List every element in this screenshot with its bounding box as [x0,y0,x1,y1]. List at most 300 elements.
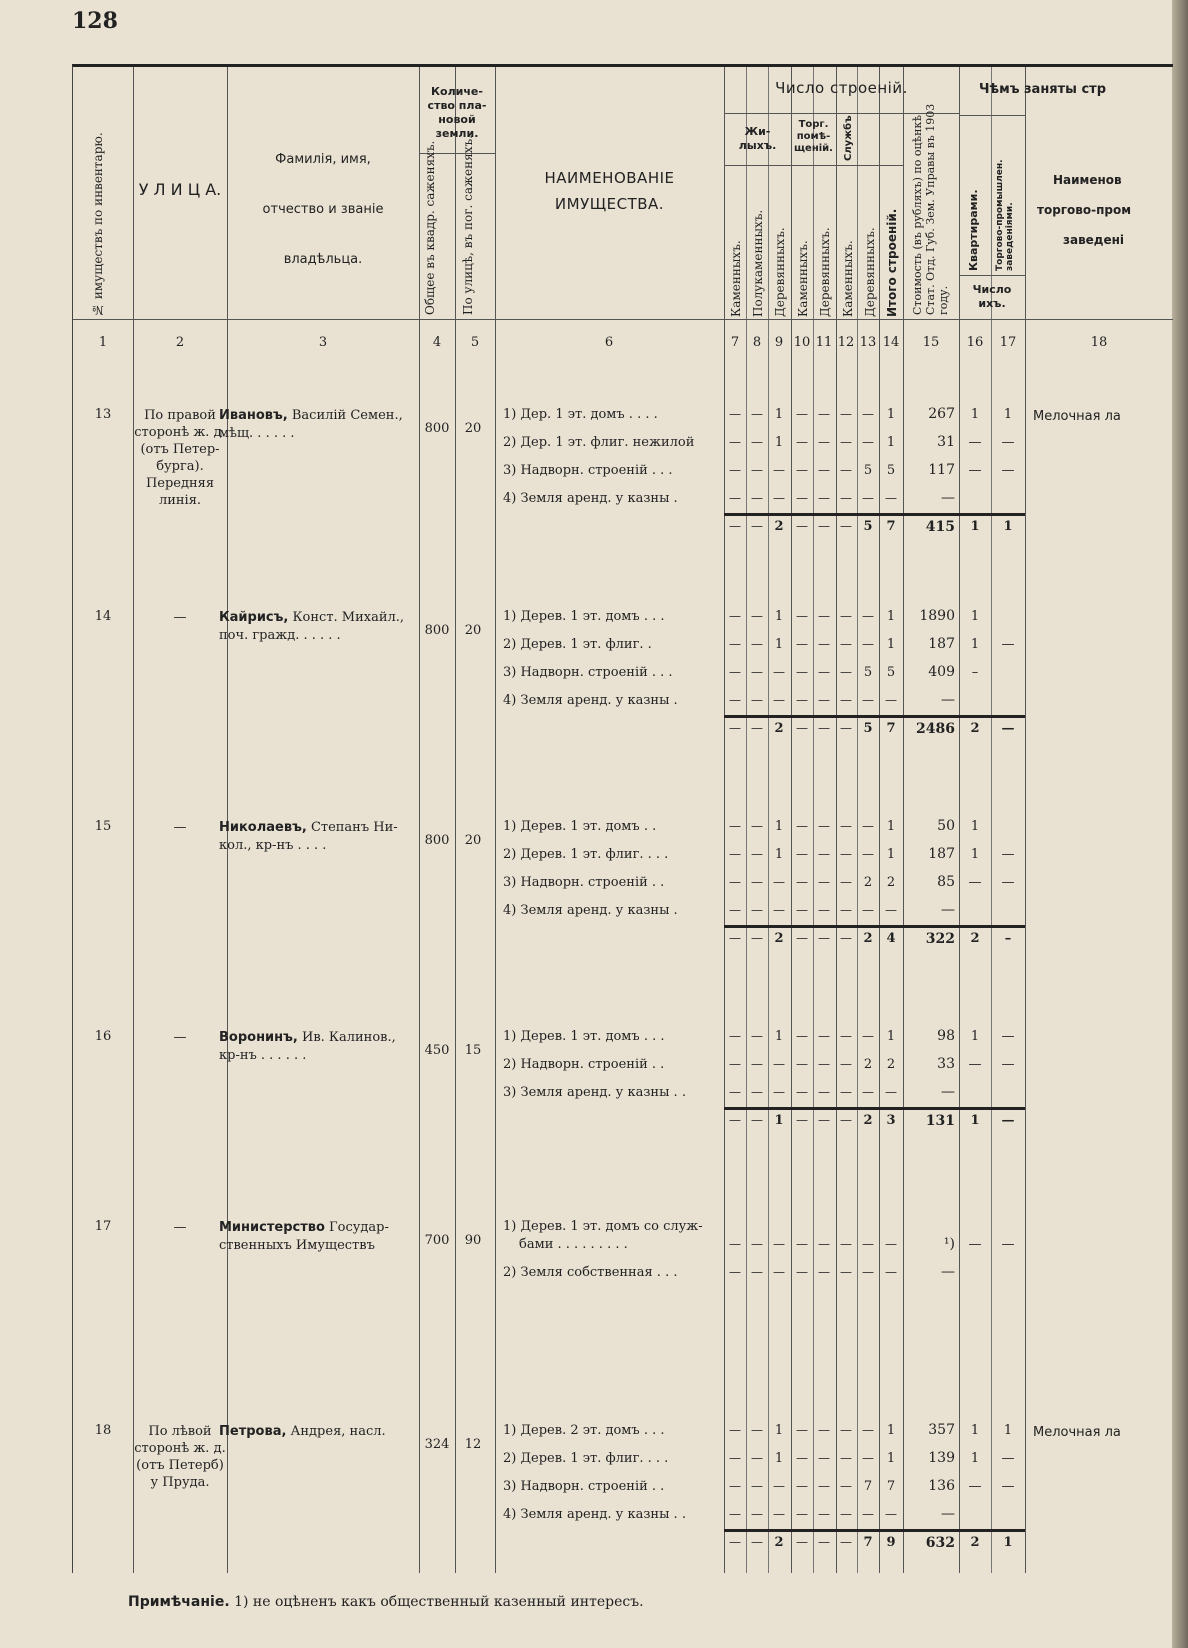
empty-cell-dash: — [840,1237,852,1251]
street-line: — [173,610,187,625]
building-count: 1 [886,407,896,422]
empty-cell-dash: — [729,819,741,833]
empty-cell-dash: — [818,407,830,421]
empty-cell-dash: — [862,1029,874,1043]
empty-cell-dash: — [729,693,741,707]
total-count: 2 [774,1535,784,1550]
owner-detail: ственныхъ Имуществъ [219,1238,375,1253]
empty-cell-dash: — [729,435,741,449]
property-item: 2) Дер. 1 эт. флиг. нежилой [503,435,695,450]
building-count: 1 [886,847,896,862]
header-trade-est: Торгово-промышлен. заведеніями. [995,159,1015,271]
empty-cell-dash: — [818,1113,830,1127]
empty-cell-dash: — [729,1423,741,1437]
empty-cell-dash: — [796,519,808,533]
empty-cell-dash: — [796,1535,808,1549]
street-line: (отъ Петер- [140,442,220,457]
trade-est-count: 1 [1003,1423,1013,1438]
street-line: бурга). [156,459,204,474]
column-number: 4 [432,335,442,350]
empty-cell-dash: — [818,847,830,861]
owner-name [219,1029,419,1065]
empty-cell-dash: — [818,931,830,945]
apartments-count: — [968,1237,982,1252]
page-edge [1172,0,1188,1648]
building-count: 5 [863,665,873,680]
empty-cell-dash: — [840,847,852,861]
street-line: сторонѣ ж. д. [134,425,226,440]
owner-name [219,1423,419,1441]
land-street: 20 [464,421,482,436]
header-value: Стоимость (въ рубляхъ) по оцѣнкѣ Стат. Отд. Губ. Зем. Управы въ 1903 году. [911,103,950,315]
empty-cell-dash: — [729,1113,741,1127]
empty-cell-dash: — [796,847,808,861]
empty-cell-dash: — [773,491,785,505]
empty-cell-dash: — [729,1507,741,1521]
header-property [495,165,724,217]
land-street: 15 [464,1043,482,1058]
header-total-buildings: Итого строеній. [885,208,899,317]
empty-cell-dash: — [818,903,830,917]
empty-cell-dash: — [818,721,830,735]
empty-cell-dash: — [818,491,830,505]
property-value: — [941,490,955,506]
column-number: 9 [774,335,784,350]
record-number: 13 [94,407,112,422]
total-rule [724,1107,1025,1110]
empty-cell-dash: — [729,1237,741,1251]
empty-cell-dash: — [796,1479,808,1493]
empty-cell-dash: — [840,819,852,833]
property-item: 2) Дерев. 1 эт. флиг. . [503,637,652,652]
total-trade-est: 1 [1003,519,1013,534]
empty-cell-dash: — [862,1451,874,1465]
header-half-stone: Полукаменныхъ. [751,209,765,317]
empty-cell-dash: — [885,491,897,505]
footnote [128,1594,644,1610]
empty-cell-dash: — [729,721,741,735]
col-rule [419,67,420,1573]
empty-cell-dash: — [818,519,830,533]
property-value: — [941,902,955,918]
empty-cell-dash: — [840,1535,852,1549]
apartments-count: — [968,1057,982,1072]
land-total: 324 [424,1437,450,1452]
header-rule [724,165,903,166]
property-item: 4) Земля аренд. у казны . [503,491,678,506]
property-item-cont: бами . . . . . . . . . [519,1237,628,1252]
property-item: 1) Дерев. 1 эт. домъ . . . [503,1029,665,1044]
total-value: 131 [925,1113,955,1129]
header-trade-name [1033,165,1173,255]
header-street: У Л И Ц А. [138,180,222,199]
empty-cell-dash: — [796,609,808,623]
building-count: 2 [863,1057,873,1072]
empty-cell-dash: — [818,1265,830,1279]
col-rule [1025,67,1026,1573]
trade-est-count: — [1001,435,1015,450]
building-count: 1 [886,1029,896,1044]
total-count: 7 [886,721,896,736]
column-number: 1 [98,335,108,350]
total-trade-est: – [1004,931,1012,946]
total-count: 5 [863,721,873,736]
total-value: 2486 [916,721,955,737]
empty-cell-dash: — [862,693,874,707]
property-value: 267 [928,406,955,422]
total-value: 415 [925,519,955,535]
empty-cell-dash: — [773,875,785,889]
empty-cell-dash: — [796,903,808,917]
empty-cell-dash: — [751,1507,763,1521]
property-item: 1) Дерев. 2 эт. домъ . . . [503,1423,665,1438]
empty-cell-dash: — [840,875,852,889]
empty-cell-dash: — [840,1085,852,1099]
street-line: — [173,1220,187,1235]
property-item: 2) Надворн. строеній . . [503,1057,665,1072]
total-count: 2 [863,1113,873,1128]
header-land-line: Количе- [431,85,483,98]
header-occupied: Чѣмъ заняты стр [979,82,1107,97]
empty-cell-dash: — [840,1029,852,1043]
property-value: 85 [937,874,955,890]
apartments-count: 1 [970,1451,980,1466]
property-value: 187 [928,636,955,652]
header-apartments: Квартирами. [967,189,980,271]
empty-cell-dash: — [796,819,808,833]
land-total: 800 [424,421,450,436]
empty-cell-dash: — [840,491,852,505]
empty-cell-dash: — [818,1507,830,1521]
apartments-count: 1 [970,637,980,652]
empty-cell-dash: — [751,1057,763,1071]
inventory-table [72,64,1173,1573]
header-property-line: ИМУЩЕСТВА. [554,195,665,213]
total-rule [724,513,1025,516]
empty-cell-dash: — [840,665,852,679]
empty-cell-dash: — [862,435,874,449]
property-value: 409 [928,664,955,680]
empty-cell-dash: — [729,903,741,917]
land-street: 20 [464,623,482,638]
empty-cell-dash: — [751,1423,763,1437]
land-total: 700 [424,1233,450,1248]
owner-surname: Ивановъ, [219,408,288,423]
column-number: 15 [922,335,940,350]
street-line: — [173,820,187,835]
property-item: 1) Дерев. 1 эт. домъ . . [503,819,657,834]
apartments-count: 1 [970,407,980,422]
empty-cell-dash: — [840,407,852,421]
empty-cell-dash: — [751,435,763,449]
column-number: 12 [837,335,855,350]
building-count: 2 [863,875,873,890]
building-count: 7 [863,1479,873,1494]
property-value: 1890 [919,608,955,624]
owner-detail: Василій Семен., [291,408,403,423]
empty-cell-dash: — [751,1265,763,1279]
owner-surname: Кайрисъ, [219,610,289,625]
empty-cell-dash: — [862,1085,874,1099]
empty-cell-dash: — [818,609,830,623]
header-trade-name-line: торгово-пром [1037,203,1132,217]
total-count: 7 [886,519,896,534]
empty-cell-dash: — [818,637,830,651]
empty-cell-dash: — [840,1265,852,1279]
apartments-count: — [968,463,982,478]
total-rule [724,715,1025,718]
footnote-text: 1) не оцѣненъ какъ общественный казенный интересъ. [234,1594,644,1610]
owner-name [219,819,419,855]
empty-cell-dash: — [751,1113,763,1127]
empty-cell-dash: — [729,407,741,421]
empty-cell-dash: — [751,1237,763,1251]
header-land-qty [419,85,495,141]
header-land-line: ство пла- [427,99,487,112]
empty-cell-dash: — [773,1479,785,1493]
total-apartments: 2 [970,721,980,736]
owner-surname: Петрова, [219,1424,287,1439]
empty-cell-dash: — [796,1507,808,1521]
total-count: 3 [886,1113,896,1128]
record-number: 18 [94,1423,112,1438]
empty-cell-dash: — [818,1535,830,1549]
empty-cell-dash: — [818,1451,830,1465]
empty-cell-dash: — [862,1507,874,1521]
land-street: 12 [464,1437,482,1452]
empty-cell-dash: — [751,609,763,623]
empty-cell-dash: — [729,1265,741,1279]
empty-cell-dash: — [840,637,852,651]
empty-cell-dash: — [751,665,763,679]
empty-cell-dash: — [796,637,808,651]
empty-cell-dash: — [729,931,741,945]
trade-est-count: 1 [1003,407,1013,422]
apartments-count: — [968,435,982,450]
header-owner-line: отчество и званіе [262,202,384,217]
empty-cell-dash: — [729,1057,741,1071]
street-line: (отъ Петерб) [136,1458,224,1473]
column-number: 16 [966,335,984,350]
column-number: 2 [175,335,185,350]
header-trade-line: щеній. [794,143,833,154]
street-line: По правой [144,408,216,423]
header-trade-name-line: Наименов [1053,173,1122,187]
empty-cell-dash: — [796,463,808,477]
building-count: 1 [886,1423,896,1438]
empty-cell-dash: — [796,1423,808,1437]
empty-cell-dash: — [885,1237,897,1251]
apartments-count: 1 [970,1029,980,1044]
empty-cell-dash: — [729,491,741,505]
header-inventory-no: № имуществъ по инвентарю. [91,132,105,317]
building-count: 1 [774,819,784,834]
empty-cell-dash: — [751,1535,763,1549]
header-land-total: Общее въ квадр. саженяхъ. [423,140,437,315]
empty-cell-dash: — [729,1085,741,1099]
trade-name: Мелочная ла [1033,409,1121,424]
empty-cell-dash: — [885,693,897,707]
header-trade-line: помѣ- [796,131,831,142]
empty-cell-dash: — [751,1085,763,1099]
header-rule [959,115,1025,116]
header-owner-line: Фамилія, имя, [275,152,371,167]
header-property-line: НАИМЕНОВАНІЕ [544,169,675,187]
owner-detail: Конст. Михайл., [292,610,405,625]
building-count: 1 [774,637,784,652]
property-item: 3) Надворн. строеній . . [503,1479,665,1494]
property-item: 1) Дер. 1 эт. домъ . . . . [503,407,658,422]
empty-cell-dash: — [729,1029,741,1043]
property-value: 136 [928,1478,955,1494]
owner-detail: Государ- [329,1220,389,1235]
record-number: 15 [94,819,112,834]
total-apartments: 1 [970,519,980,534]
property-item: 4) Земля аренд. у казны . [503,693,678,708]
column-number: 17 [999,335,1017,350]
header-service-stone: Каменныхъ. [841,240,855,317]
building-count: 7 [886,1479,896,1494]
empty-cell-dash: — [796,1265,808,1279]
empty-cell-dash: — [773,463,785,477]
empty-cell-dash: — [773,1265,785,1279]
total-count: 4 [886,931,896,946]
total-count: 2 [774,931,784,946]
empty-cell-dash: — [862,407,874,421]
empty-cell-dash: — [862,903,874,917]
empty-cell-dash: — [729,875,741,889]
empty-cell-dash: — [751,903,763,917]
street-line: сторонѣ ж. д. [134,1441,226,1456]
building-count: 1 [774,1029,784,1044]
header-rule [73,319,1173,320]
empty-cell-dash: — [818,1085,830,1099]
empty-cell-dash: — [840,609,852,623]
apartments-count: — [968,1479,982,1494]
empty-cell-dash: — [729,1535,741,1549]
building-count: 1 [774,847,784,862]
header-service: Службъ [843,115,854,161]
empty-cell-dash: — [840,435,852,449]
property-value: ¹) [943,1236,955,1252]
header-trade-stone: Каменныхъ. [796,240,810,317]
property-value: — [941,1084,955,1100]
empty-cell-dash: — [729,847,741,861]
empty-cell-dash: — [751,463,763,477]
total-value: 322 [925,931,955,947]
trade-est-count: — [1001,875,1015,890]
empty-cell-dash: — [796,665,808,679]
street-line: Передняя [145,476,215,491]
empty-cell-dash: — [751,407,763,421]
property-item: 2) Дерев. 1 эт. флиг. . . . [503,847,669,862]
empty-cell-dash: — [840,1423,852,1437]
owner-detail: Ив. Калинов., [302,1030,396,1045]
empty-cell-dash: — [862,1423,874,1437]
column-number: 8 [752,335,762,350]
empty-cell-dash: — [751,1479,763,1493]
owner-surname: Воронинъ, [219,1030,298,1045]
property-item: 1) Дерев. 1 эт. домъ . . . [503,609,665,624]
property-item: 3) Земля аренд. у казны . . [503,1085,686,1100]
owner-detail: мѣщ. . . . . . [219,426,295,441]
property-item: 2) Дерев. 1 эт. флиг. . . . [503,1451,669,1466]
empty-cell-dash: — [818,819,830,833]
trade-est-count: — [1001,1479,1015,1494]
property-value: 31 [937,434,955,450]
empty-cell-dash: — [751,721,763,735]
total-rule [724,1529,1025,1532]
empty-cell-dash: — [862,847,874,861]
property-value: 139 [928,1450,955,1466]
land-total: 800 [424,833,450,848]
empty-cell-dash: — [840,721,852,735]
empty-cell-dash: — [796,693,808,707]
header-living-line: лыхъ. [738,139,777,152]
land-street: 20 [464,833,482,848]
empty-cell-dash: — [796,721,808,735]
building-count: 2 [886,875,896,890]
empty-cell-dash: — [862,819,874,833]
building-count: 2 [886,1057,896,1072]
header-trade [791,119,836,155]
empty-cell-dash: — [729,463,741,477]
header-living-line: Жи- [744,125,771,138]
column-number: 7 [730,335,740,350]
header-land-street: По улицѣ, въ пог. саженяхъ. [461,135,475,315]
total-count: 7 [863,1535,873,1550]
header-land-line: новой [438,113,476,126]
empty-cell-dash: — [751,1029,763,1043]
empty-cell-dash: — [796,1113,808,1127]
total-trade-est: — [1001,1113,1015,1128]
total-trade-est: 1 [1003,1535,1013,1550]
empty-cell-dash: — [729,665,741,679]
header-count [959,283,1025,311]
empty-cell-dash: — [885,1085,897,1099]
building-count: 1 [774,1423,784,1438]
empty-cell-dash: — [796,875,808,889]
property-value: — [941,1506,955,1522]
trade-est-count: — [1001,1237,1015,1252]
empty-cell-dash: — [773,1507,785,1521]
land-street: 90 [464,1233,482,1248]
property-value: 117 [928,462,955,478]
column-number: 11 [815,335,833,350]
header-living [724,125,791,153]
property-value: — [941,1264,955,1280]
header-rule [959,275,1025,276]
empty-cell-dash: — [796,1057,808,1071]
trade-est-count: — [1001,847,1015,862]
empty-cell-dash: — [862,1237,874,1251]
empty-cell-dash: — [840,519,852,533]
trade-est-count: — [1001,1451,1015,1466]
empty-cell-dash: — [751,519,763,533]
trade-est-count: — [1001,1029,1015,1044]
owner-name [219,609,419,645]
header-land-line: земли. [435,127,479,140]
empty-cell-dash: — [751,491,763,505]
empty-cell-dash: — [773,903,785,917]
total-count: 2 [774,519,784,534]
empty-cell-dash: — [773,1237,785,1251]
owner-surname: Министерство [219,1220,325,1235]
total-count: 1 [774,1113,784,1128]
property-item: 3) Надворн. строеній . . . [503,463,673,478]
building-count: 5 [863,463,873,478]
apartments-count: 1 [970,1423,980,1438]
